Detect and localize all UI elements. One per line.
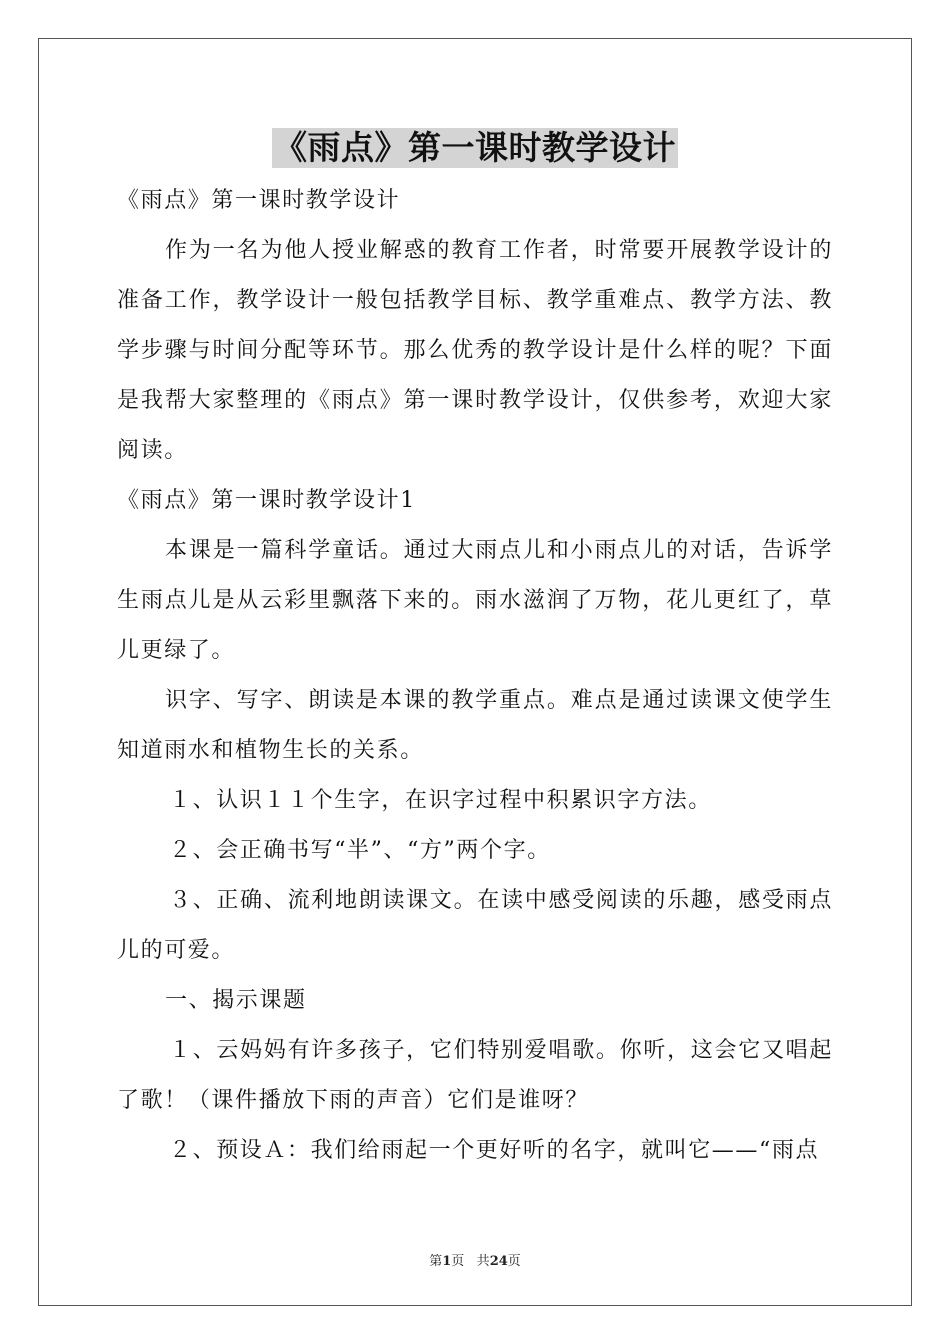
paragraph: ２、预设Ａ：我们给雨起一个更好听的名字，就叫它——“雨点: [169, 1138, 820, 1163]
footer-page-number: 1: [442, 1254, 452, 1269]
document-title: 《雨点》第一课时教学设计: [274, 128, 676, 167]
paragraph: 《雨点》第一课时教学设计1: [117, 488, 416, 513]
paragraph: 《雨点》第一课时教学设计: [117, 188, 401, 213]
footer-page-suffix: 页: [451, 1254, 465, 1269]
paragraph: 识字、写字、朗读是本课的教学重点。难点是通过读课文使学生知道雨水和植物生长的关系。: [117, 688, 833, 763]
footer-total-prefix: 共: [476, 1254, 490, 1269]
footer-total-pages: 24: [489, 1254, 508, 1269]
document-body: [117, 176, 833, 1176]
paragraph: １、认识１１个生字，在识字过程中积累识字方法。: [169, 788, 712, 813]
page-footer: [0, 1250, 950, 1269]
paragraph: ３、正确、流利地朗读课文。在读中感受阅读的乐趣，感受雨点儿的可爱。: [117, 888, 833, 963]
paragraph: １、云妈妈有许多孩子，它们特别爱唱歌。你听，这会它又唱起了歌！（课件播放下雨的声音）它们是谁呀？: [117, 1038, 833, 1113]
footer-total-suffix: 页: [507, 1254, 521, 1269]
paragraph: 本课是一篇科学童话。通过大雨点儿和小雨点儿的对话，告诉学生雨点儿是从云彩里飘落下来的。雨水滋润了万物，花儿更红了，草儿更绿了。: [117, 538, 833, 663]
paragraph: ２、会正确书写“半”、“方”两个字。: [169, 838, 551, 863]
footer-page-prefix: 第: [429, 1254, 443, 1269]
paragraph: 一、揭示课题: [165, 988, 307, 1013]
title-container: [0, 128, 950, 168]
paragraph: 作为一名为他人授业解惑的教育工作者，时常要开展教学设计的准备工作，教学设计一般包括教学目标、教学重难点、教学方法、教学步骤与时间分配等环节。那么优秀的教学设计是什么样的呢？下面是我帮大家整理的《雨点》第一课时教学设计，仅供参考，欢迎大家阅读。: [117, 238, 833, 463]
